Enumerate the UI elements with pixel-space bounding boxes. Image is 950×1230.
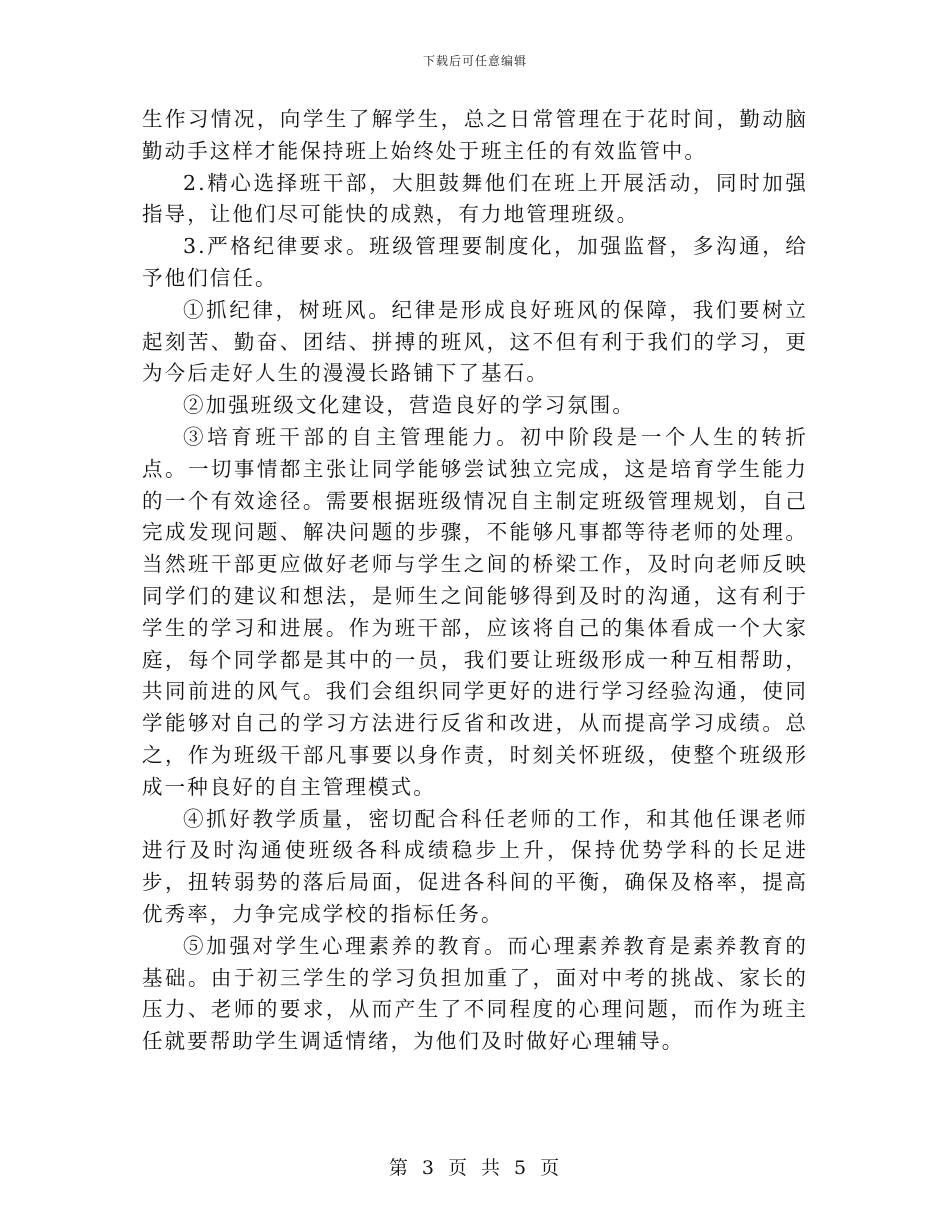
paragraph-item-3: 3.严格纪律要求。班级管理要制度化，加强监督，多沟通，给予他们信任。 (142, 234, 808, 290)
paragraph-subitem-1: ①抓纪律，树班风。纪律是形成良好班风的保障，我们要树立起刻苦、勤奋、团结、拼搏的班风，这不但有利于我们的学习，更为今后走好人生的漫漫长路铺下了基石。 (142, 297, 808, 386)
paragraph-subitem-2: ②加强班级文化建设，营造良好的学习氛围。 (183, 393, 635, 418)
page-number-footer: 第 3 页 共 5 页 (388, 1157, 562, 1179)
paragraph-continuation: 生作习情况，向学生了解学生，总之日常管理在于花时间，勤动脑勤动手这样才能保持班上始终处于班主任的有效监管中。 (142, 107, 808, 163)
document-body (142, 104, 808, 1058)
paragraph-subitem-3: ③培育班干部的自主管理能力。初中阶段是一个人生的转折点。一切事情都主张让同学能够尝试独立完成，这是培育学生能力的一个有效途径。需要根据班级情况自主制定班级管理规划，自己完成发现问题、解决问题的步骤，不能够凡事都等待老师的处理。当然班干部更应做好老师与学生之间的桥梁工作，及时向老师反映同学们的建议和想法，是师生之间能够得到及时的沟通，这有利于学生的学习和进展。作为班干部，应该将自己的集体看成一个大家庭，每个同学都是其中的一员，我们要让班级形成一种互相帮助，共同前进的风气。我们会组织同学更好的进行学习经验沟通，使同学能够对自己的学习方法进行反省和改进，从而提高学习成绩。总之，作为班级干部凡事要以身作责，时刻关怀班级，使整个班级形成一种良好的自主管理模式。 (142, 424, 808, 799)
paragraph-subitem-4: ④抓好教学质量，密切配合科任老师的工作，和其他任课老师进行及时沟通使班级各科成绩稳步上升，保持优势学科的长足进步，扭转弱势的落后局面，促进各科间的平衡，确保及格率，提高优秀率，力争完成学校的指标任务。 (142, 806, 808, 926)
paragraph-subitem-5: ⑤加强对学生心理素养的教育。而心理素养教育是素养教育的基础。由于初三学生的学习负担加重了，面对中考的挑战、家长的压力、老师的要求，从而产生了不同程度的心理问题，而作为班主任就要帮助学生调适情绪，为他们及时做好心理辅导。 (142, 933, 808, 1054)
page-header-note: 下载后可任意编辑 (422, 54, 527, 68)
paragraph-item-2: 2.精心选择班干部，大胆鼓舞他们在班上开展活动，同时加强指导，让他们尽可能快的成熟，有力地管理班级。 (142, 170, 808, 227)
